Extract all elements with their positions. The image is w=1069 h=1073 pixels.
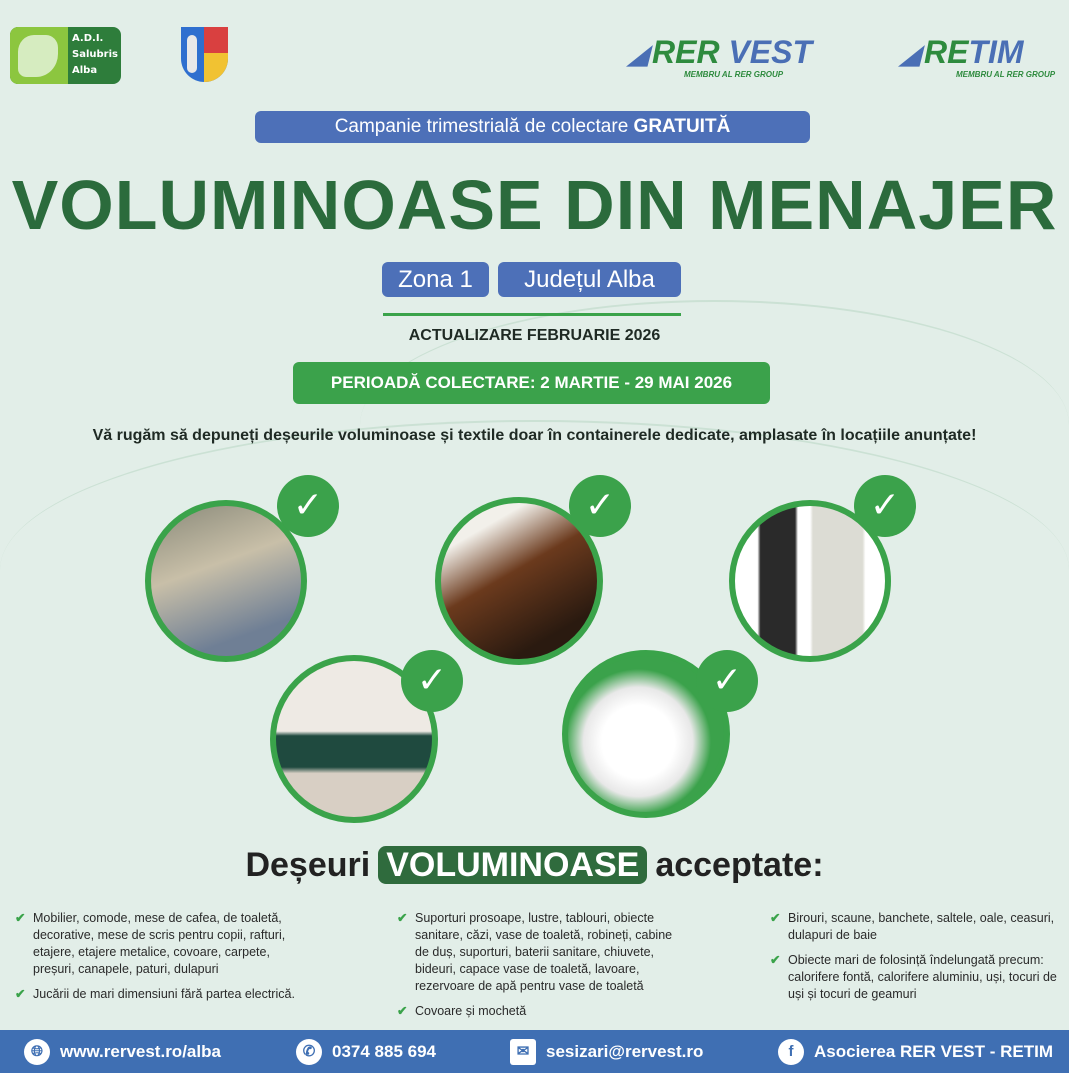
campaign-label: Campanie trimestrială de colectare — [334, 116, 634, 137]
phone-icon: ✆ — [296, 1039, 322, 1065]
facebook-icon: f — [778, 1039, 804, 1065]
campaign-highlight: GRATUITĂ — [633, 116, 731, 137]
zone-badge: Zona 1 — [382, 262, 489, 297]
check-icon: ✓ — [277, 475, 339, 537]
check-icon: ✓ — [696, 650, 758, 712]
check-icon: ✓ — [569, 475, 631, 537]
accepted-list-1 — [15, 910, 315, 1011]
check-icon: ✔ — [397, 1004, 408, 1018]
collection-period: PERIOADĂ COLECTARE: 2 MARTIE - 29 MAI 2026 — [293, 362, 770, 404]
logo-text: A.D.I. — [72, 33, 104, 44]
check-icon: ✔ — [770, 911, 781, 925]
logo-text: Salubris — [72, 49, 118, 60]
accepted-heading: Deșeuri VOLUMINOASE acceptate: — [245, 846, 824, 884]
list-item: ✔ Covoare și mochetă — [397, 1004, 527, 1018]
alba-county-crest-icon — [181, 27, 228, 82]
list-item: ✔ Jucării de mari dimensiuni fără partea electrică. — [15, 987, 295, 1001]
retim-logo: ◢ RETIM MEMBRU AL RER GROUP — [900, 34, 1056, 79]
campaign-banner — [255, 111, 810, 143]
county-badge: Județul Alba — [498, 262, 681, 297]
list-item: ✔ Mobilier, comode, mese de cafea, de toaletă, decorative, mese de scris pentru copii, rafturi, etajere, etajere metalice, covoare, carpete, preșuri, canapele, paturi, dulapuri — [15, 911, 286, 976]
logo-tagline: MEMBRU AL RER GROUP — [684, 70, 784, 79]
check-icon: ✔ — [397, 911, 408, 925]
rer-arrow-icon: ◢ — [900, 39, 920, 69]
globe-icon: 🌐︎ — [24, 1039, 50, 1065]
rer-arrow-icon: ◢ — [628, 39, 648, 69]
list-item: ✔ Suporturi prosoape, lustre, tablouri, obiecte sanitare, căzi, vase de toaletă, robineți, cabine de duș, suporturi, baterii sanitare, chiuvete, bideuri, capace vase de toaletă, lavoare, rezervoare de apă pentru vase de toaletă — [397, 911, 673, 993]
check-icon: ✓ — [401, 650, 463, 712]
check-icon: ✔ — [15, 987, 26, 1001]
check-icon: ✔ — [770, 953, 781, 967]
accepted-list-3 — [770, 910, 1060, 1011]
divider — [383, 313, 681, 316]
list-item: ✔ Obiecte mari de folosință îndelungată precum: calorifere fontă, calorifere aluminiu, uși, tocuri de uși și tocuri de geamuri — [770, 953, 1057, 1001]
update-label: ACTUALIZARE FEBRUARIE 2026 — [408, 327, 661, 344]
email-link[interactable]: ✉ sesizari@rervest.ro — [510, 1039, 703, 1065]
check-icon: ✓ — [854, 475, 916, 537]
list-item: ✔ Birouri, scaune, banchete, saltele, oale, ceasuri, dulapuri de baie — [770, 911, 1055, 942]
adi-salubris-logo — [10, 27, 121, 84]
logo-text: Alba — [72, 65, 98, 76]
logo-tagline: MEMBRU AL RER GROUP — [956, 70, 1056, 79]
accepted-list-2 — [397, 910, 687, 1028]
facebook-link[interactable]: f Asocierea RER VEST - RETIM — [778, 1039, 1053, 1065]
rervest-logo: ◢ RER VEST MEMBRU AL RER GROUP — [628, 34, 813, 79]
phone-link[interactable]: ✆ 0374 885 694 — [296, 1039, 436, 1065]
page-title: VOLUMINOASE DIN MENAJER — [11, 166, 1058, 244]
website-link[interactable]: 🌐︎ www.rervest.ro/alba — [24, 1039, 221, 1065]
footer — [0, 1030, 1069, 1073]
email-icon: ✉ — [510, 1039, 536, 1065]
check-icon: ✔ — [15, 911, 26, 925]
instruction-note: Vă rugăm să depuneți deșeurile voluminoase și textile doar în containerele dedicate, amplasate în locațiile anunțate! — [92, 427, 977, 444]
